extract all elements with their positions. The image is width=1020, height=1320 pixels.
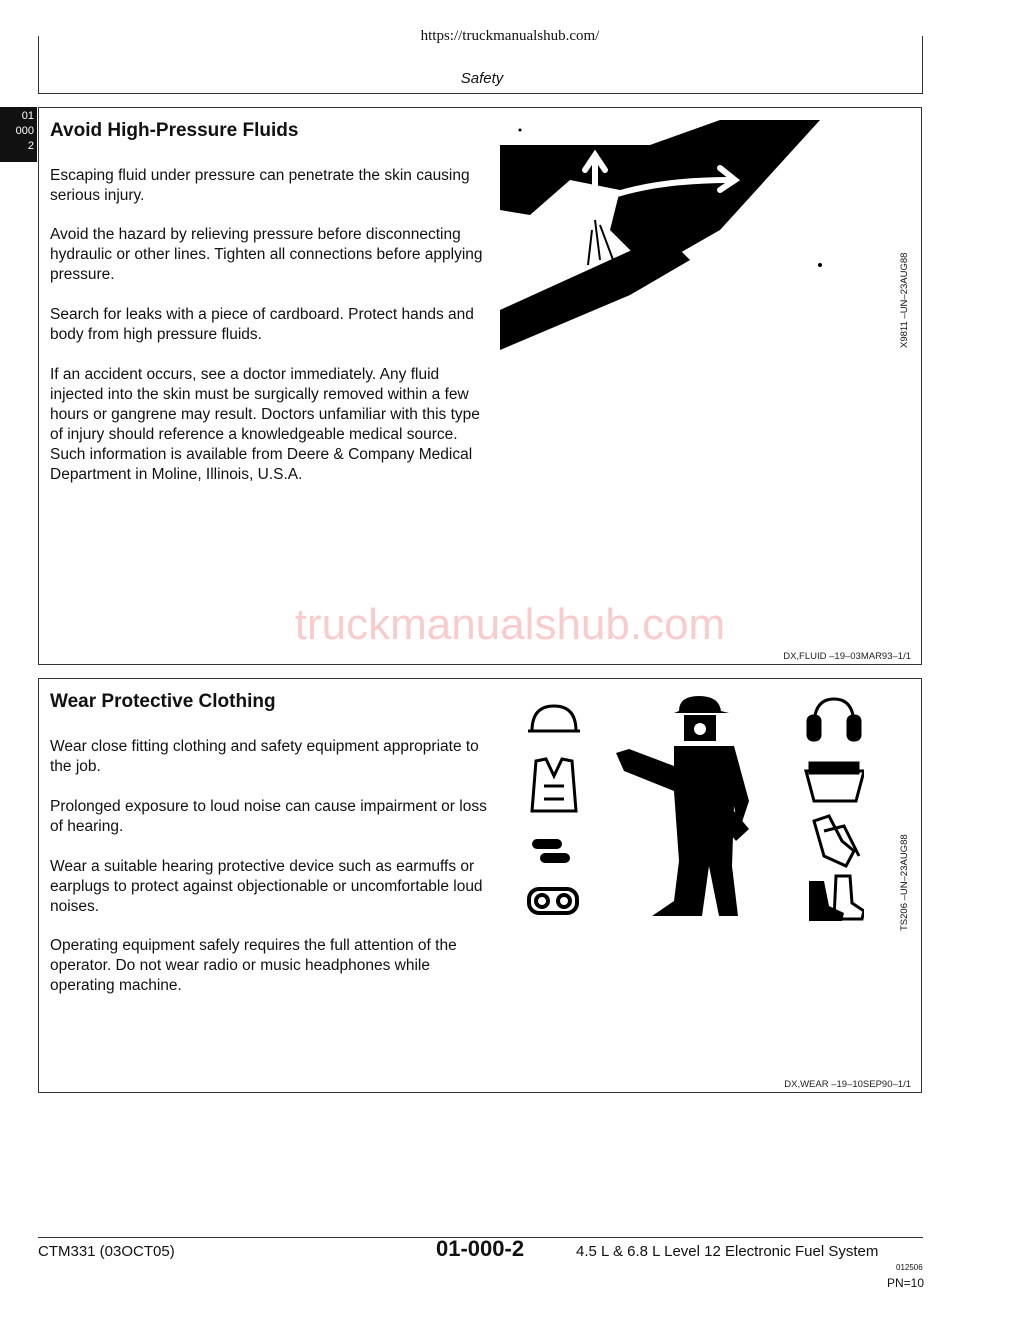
footer-manual-title: 4.5 L & 6.8 L Level 12 Electronic Fuel System [576, 1243, 879, 1260]
reference-code: DX,FLUID –19–03MAR93–1/1 [783, 651, 911, 662]
header-url: https://truckmanualshub.com/ [420, 28, 600, 44]
paragraph: Avoid the hazard by relieving pressure before disconnecting hydraulic or other lines. Tighten all connections before applying pressure. [50, 226, 483, 283]
section-title-clothing: Wear Protective Clothing [50, 691, 276, 712]
paragraph: Wear a suitable hearing protective device such as earmuffs or earplugs to protect against objectionable or uncomfortable loud noises. [50, 858, 483, 915]
side-tab-line3: 2 [27, 140, 34, 152]
hard-hat-icon [528, 706, 580, 731]
section-protective-clothing [38, 678, 922, 1093]
side-tab [0, 107, 37, 162]
footer-code: 012506 [896, 1263, 923, 1272]
face-shield-icon [806, 763, 864, 801]
footer-doc-id: CTM331 (03OCT05) [38, 1243, 175, 1260]
paragraph: Search for leaks with a piece of cardboard. Protect hands and body from high pressure fluids. [50, 306, 474, 343]
header-rule [38, 93, 923, 94]
section-title: Safety [460, 70, 504, 87]
reference-code: DX,WEAR –19–10SEP90–1/1 [784, 1079, 911, 1090]
safety-vest-icon [532, 759, 576, 811]
section-high-pressure-fluids [38, 107, 922, 665]
footer-pn: PN=10 [886, 1276, 924, 1290]
high-pressure-fluid-illustration [500, 120, 830, 360]
paragraph: Operating equipment safely requires the full attention of the operator. Do not wear radio or music headphones while operating machine. [50, 937, 457, 994]
earplugs-icon [532, 839, 570, 863]
paragraph: Escaping fluid under pressure can penetrate the skin causing serious injury. [50, 167, 470, 204]
figure-label: TS206 –UN–23AUG88 [899, 834, 910, 931]
goggles-icon [529, 889, 577, 913]
watermark: truckmanualshub.com [294, 600, 726, 649]
paragraph: If an accident occurs, see a doctor immediately. Any fluid injected into the skin must be surgically removed within a few hours or gangrene may result. Doctors unfamiliar with this type of injury should reference a knowledgeable medical source. Such information is available from Deere & Company Medical Department in Moline, Illinois, U.S.A. [50, 366, 480, 483]
worker-figure [616, 696, 749, 916]
side-tab-line2: 000 [15, 125, 34, 137]
footer-page-number: 01-000-2 [436, 1236, 525, 1261]
side-tab-line1: 01 [21, 110, 34, 122]
earmuffs-icon [808, 699, 860, 740]
section-title-fluids: Avoid High-Pressure Fluids [50, 120, 299, 141]
protective-clothing-illustration [524, 691, 864, 931]
paragraph: Prolonged exposure to loud noise can cause impairment or loss of hearing. [50, 798, 487, 835]
paragraph: Wear close fitting clothing and safety equipment appropriate to the job. [50, 738, 479, 775]
boots-icon [809, 876, 864, 921]
gloves-icon [814, 816, 859, 866]
figure-label: X9811 –UN–23AUG88 [899, 252, 910, 348]
